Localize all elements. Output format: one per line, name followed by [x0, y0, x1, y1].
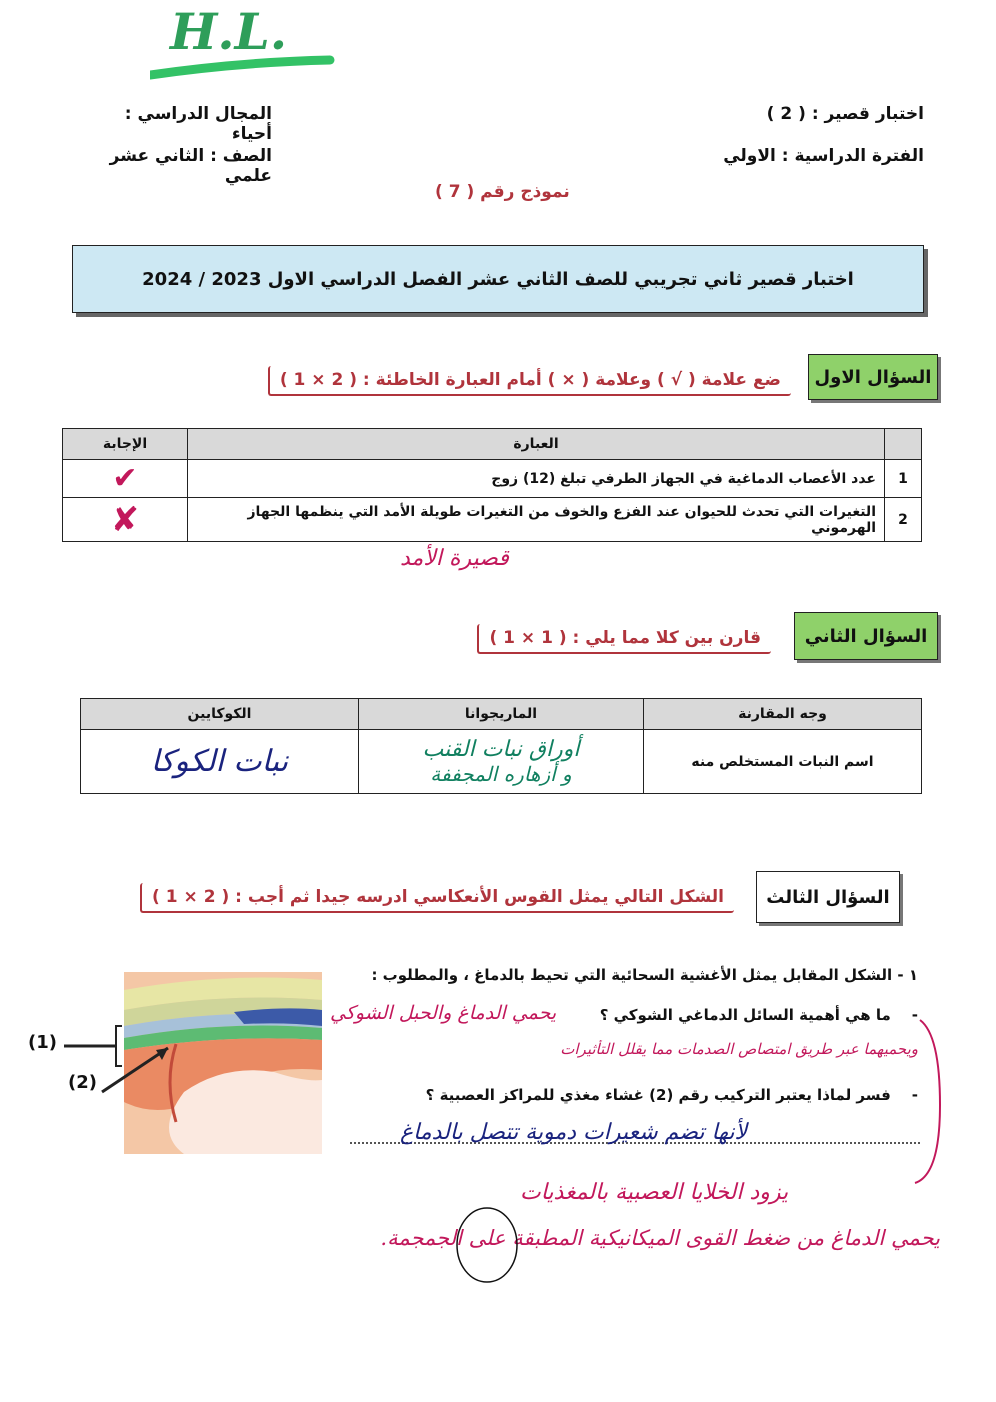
- q2-col-aspect: وجه المقارنة: [644, 699, 922, 730]
- q3-title-text: السؤال الثالث: [766, 886, 890, 908]
- cocaine-answer-text: نبات الكوكا: [150, 744, 289, 779]
- q1-col-num: [885, 429, 922, 460]
- q3-answer-extra-1: يزود الخلايا العصبية بالمغذيات: [520, 1180, 789, 1205]
- q1-instruction: ضع علامة ( √ ) وعلامة ( × ) أمام العبارة الخاطئة : ( 2 × 1 ): [268, 366, 791, 396]
- cross-mark-icon: ✘: [63, 498, 188, 542]
- label-2-arrow: [96, 1040, 186, 1100]
- q3-answer-a-2: ويحميهما عبر طريق امتصاص الصدمات مما يقلل التأثيرات: [560, 1040, 918, 1058]
- q2-col-marijuana: الماريجوانا: [359, 699, 644, 730]
- label-1: (1): [28, 1032, 57, 1053]
- q1-correction: قصيرة الأمد: [400, 546, 509, 571]
- table-row: [81, 730, 922, 794]
- q2-col-cocaine: الكوكايين: [81, 699, 359, 730]
- q2-instruction: قارن بين كلا مما يلي : ( 1 × 1 ): [477, 624, 771, 654]
- bullet-dash: -: [896, 1006, 918, 1024]
- answer-bracket: [900, 1015, 960, 1195]
- q3-intro: ١ - الشكل المقابل يمثل الأغشية السحائية التي تحيط بالدماغ ، والمطلوب :: [371, 966, 918, 984]
- q3-instruction: الشكل التالي يمثل القوس الأنعكاسي ادرسه جيدا ثم أجب : ( 2 × 1 ): [140, 883, 734, 913]
- row-statement: عدد الأعصاب الدماغية في الجهاز الطرفي تبلغ (12) زوج: [188, 460, 885, 498]
- table-row: [63, 498, 922, 542]
- banner-text: اختبار قصير ثاني تجريبي للصف الثاني عشر الفصل الدراسي الاول 2023 / 2024: [142, 268, 854, 290]
- q3-question-b: [426, 1086, 918, 1104]
- q1-col-answer: الإجابة: [63, 429, 188, 460]
- table-row: [63, 460, 922, 498]
- label-2: (2): [68, 1072, 97, 1093]
- logo-handwriting: [150, 0, 340, 92]
- q2-cocaine-answer: [81, 730, 359, 794]
- grade-field: الصف : الثاني عشر علمي: [109, 146, 272, 186]
- q3-answer-a-1: يحمي الدماغ والحبل الشوكي: [330, 1002, 557, 1024]
- q1-title: [808, 354, 938, 400]
- q2-title-text: السؤال الثاني: [804, 625, 928, 647]
- q3-question-a: [600, 1006, 918, 1024]
- q3-title: [756, 871, 900, 923]
- q3-answer-extra-2: يحمي الدماغ من ضغط القوى الميكانيكية المطبقة على الجمجمة.: [380, 1226, 940, 1250]
- q1-col-statement: العبارة: [188, 429, 885, 460]
- row-statement: التغيرات التي تحدث للحيوان عند الفزع والخوف من التغيرات طويلة الأمد التي ينظمها الجهاز الهرموني: [188, 498, 885, 542]
- q2-table: [80, 698, 922, 794]
- term-field: الفترة الدراسية : الاولي: [723, 146, 924, 166]
- bullet-dash: -: [896, 1086, 918, 1104]
- q2-title: [794, 612, 938, 660]
- subject-field: المجال الدراسي : أحياء: [124, 104, 272, 144]
- exam-banner: [72, 245, 924, 313]
- row-number: 2: [885, 498, 922, 542]
- logo-text: H.L.: [170, 2, 288, 61]
- row-number: 1: [885, 460, 922, 498]
- circle-annotation: [452, 1204, 522, 1286]
- q2-aspect: اسم النبات المستخلص منه: [644, 730, 922, 794]
- q3-question-b-text: فسر لماذا يعتبر التركيب رقم (2) غشاء مغذي للمراكز العصبية ؟: [425, 1086, 891, 1104]
- q3-question-a-text: ما هي أهمية السائل الدماغي الشوكي ؟: [599, 1006, 891, 1024]
- marijuana-line-1: أوراق نبات القنب: [422, 737, 580, 762]
- q3-answer-b: لأنها تضم شعيرات دموية تتصل بالدماغ: [400, 1120, 748, 1145]
- model-number: نموذج رقم ( 7 ): [435, 182, 570, 202]
- quiz-number: اختبار قصير : ( 2 ): [766, 104, 924, 124]
- q1-table: [62, 428, 922, 542]
- check-mark-icon: ✔: [63, 460, 188, 498]
- q1-title-text: السؤال الاول: [814, 366, 932, 388]
- marijuana-line-2: و أزهاره المجففة: [430, 762, 572, 786]
- q2-marijuana-answer: [359, 730, 644, 794]
